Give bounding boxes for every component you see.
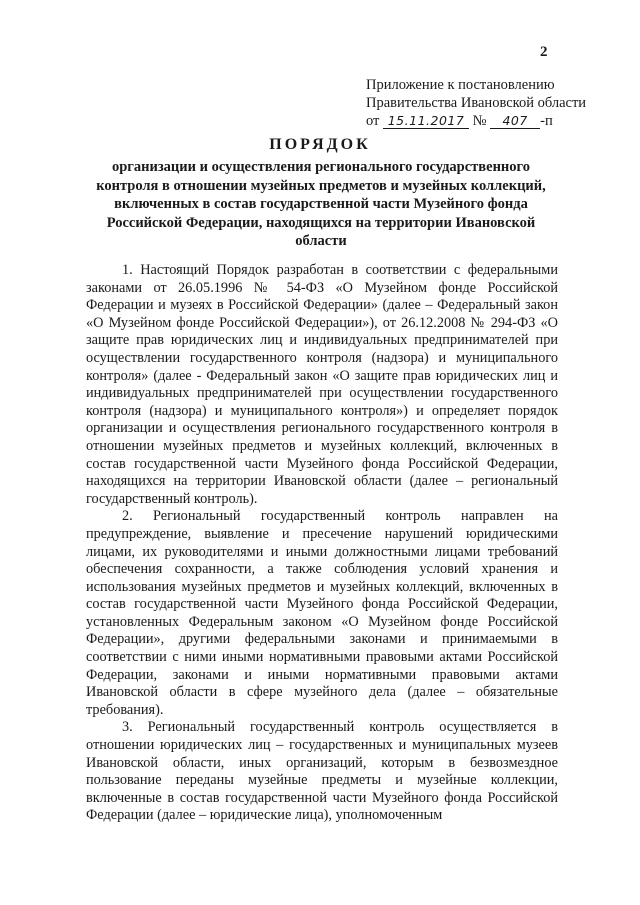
paragraph-1: 1. Настоящий Порядок разработан в соответствии с федеральными законами от 26.05.1996 № 54-ФЗ «О Музейном фонде Российской Федерации и музеях в Российской Федерации» (далее – Федеральный закон «О Музейном фонде Российской Федерации»), от 26.12.2008 № 294-ФЗ «О защите прав юридических лиц и индивидуальных предпринимателей при осуществлении государственного контроля (надзора) и муниципального контроля» (далее - Федеральный закон «О защите прав юридических лиц и индивидуальных предпринимателей при осуществлении государственного контроля (надзора) и муниципального контроля») и определяет порядок организации и осуществления регионального государственного контроля в отношении музейных предметов и музейных коллекций, включенных в состав государственной части Музейного фонда Российской Федерации, находящихся на территории Ивановской области (далее – региональный государственный контроль). xyxy=(86,262,558,507)
handwritten-number: 407 xyxy=(490,114,540,129)
document-title: ПОРЯДОК xyxy=(269,136,371,153)
paragraph-2: 2. Региональный государственный контроль направлен на предупреждение, выявление и пресечение нарушений юридическими лицами, их руководителями и иными должностными лицами требований обеспечения сохранности, а также соблюдения условий хранения и использования музейных предметов и музейных коллекций, включенных в состав государственной части Музейного фонда Российской Федерации, установленных Федеральным законом «О Музейном фонде Российской Федерации», другими федеральными законами и принимаемыми в соответствии с ними иными нормативными правовыми актами Российской Федерации, законами и иными нормативными правовыми актами Ивановской области в сфере музейного дела (далее – обязательные требования). xyxy=(86,508,558,718)
number-suffix: -п xyxy=(540,113,553,129)
handwritten-date: 15.11.2017 xyxy=(383,114,469,129)
document-body xyxy=(86,262,558,825)
approval-block xyxy=(366,76,587,130)
approval-line-2: Правительства Ивановской области xyxy=(366,95,587,111)
document-subtitle: организации и осуществления регионального государственного контроля в отношении музейных предметов и музейных коллекций, включенных в состав государственной части Музейного фонда Российской Федерации, находящихся на территории Ивановской области xyxy=(96,159,546,249)
approval-date-line xyxy=(366,112,576,130)
paragraph-3: 3. Региональный государственный контроль осуществляется в отношении юридических лиц – государственных и муниципальных музеев Ивановской области, иных организаций, которым в безвозмездное пользование переданы музейные предметы и музейные коллекции, включенные в состав государственной части Музейного фонда Российской Федерации (далее – юридические лица), уполномоченным xyxy=(86,719,558,824)
date-prefix: от xyxy=(366,113,380,129)
page-number: 2 xyxy=(540,44,548,60)
number-prefix: № xyxy=(472,113,487,129)
approval-line-1: Приложение к постановлению xyxy=(366,77,555,93)
